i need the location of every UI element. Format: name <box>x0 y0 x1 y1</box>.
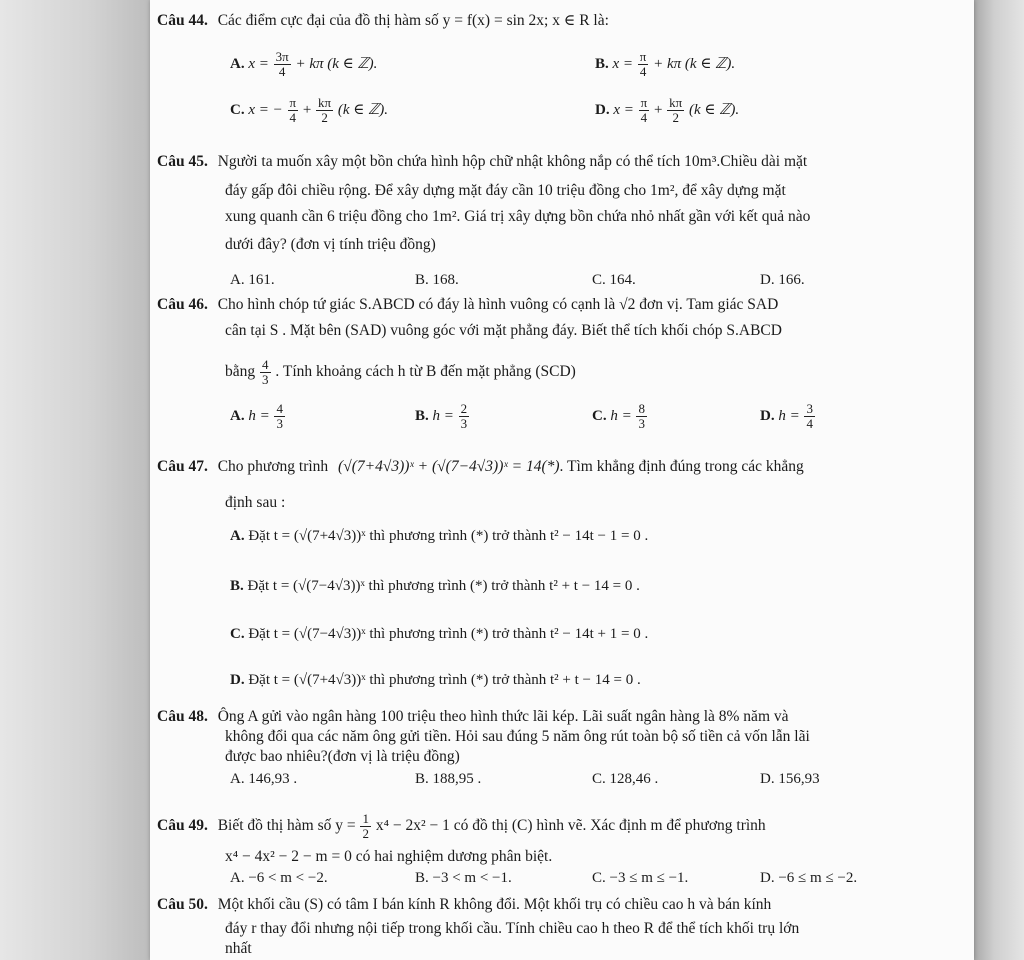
option-a: A. h = $\frac{4}{3}$ <box>230 401 283 431</box>
equation: (√(7+4√3))ˣ + (√(7−4√3))ˣ = 14(*) <box>338 458 560 475</box>
option-a: A. Đặt t = (√(7+4√3))ˣ thì phương trình (*) trở thành t² − 14t − 1 = 0 . <box>230 528 649 544</box>
question-text-line: được bao nhiêu?(đơn vị là triệu đồng) <box>225 748 460 765</box>
question-text-line: nhất <box>225 940 252 957</box>
question-text-line: x⁴ − 4x² − 2 − m = 0 có hai nghiệm dương phân biệt. <box>225 848 553 865</box>
fraction: $\frac{3\pi}{4}$ <box>275 49 289 79</box>
option-a: A. 146,93 . <box>230 771 298 787</box>
fraction: $\frac{8}{3}$ <box>638 401 645 431</box>
option-b: B. −3 < m < −1. <box>415 870 512 886</box>
option-d: D. 166. <box>760 272 805 288</box>
question-label: Câu 47. <box>157 458 208 475</box>
option-a: A. −6 < m < −2. <box>230 870 328 886</box>
question-text-line: không đổi qua các năm ông gửi tiền. Hỏi sau đúng 5 năm ông rút toàn bộ số tiền cả vốn lẫn lãi <box>225 728 810 745</box>
question-46: Câu 46. Cho hình chóp tứ giác S.ABCD có đáy là hình vuông có cạnh là √2 đơn vị. Tam giác SAD <box>157 296 779 313</box>
option-c: C. h = $\frac{8}{3}$ <box>592 401 645 431</box>
question-49: Câu 49. Biết đồ thị hàm số y = $\frac{1}{2}$ x⁴ − 2x² − 1 có đồ thị (C) hình vẽ. Xác định m để phương trình <box>157 811 766 841</box>
option-d: D. Đặt t = (√(7+4√3))ˣ thì phương trình (*) trở thành t² + t − 14 = 0 . <box>230 672 641 688</box>
question-text-line: định sau : <box>225 494 286 511</box>
question-label: Câu 48. <box>157 708 208 725</box>
fraction: $\frac{\pi}{4}$ <box>640 95 648 125</box>
option-b: B. x = $\frac{\pi}{4}$ + kπ (k ∈ ℤ). <box>595 49 736 79</box>
question-label: Câu 45. <box>157 153 208 170</box>
option-b: B. 168. <box>415 272 459 288</box>
fraction: $\frac{2}{3}$ <box>460 401 468 431</box>
option-a: A. 161. <box>230 272 275 288</box>
question-stem: Các điểm cực đại của đồ thị hàm số y = f(x) = sin 2x; x ∈ R là: <box>217 12 609 29</box>
fraction: $\frac{\pi}{4}$ <box>639 49 647 79</box>
option-c: C. x = − $\frac{\pi}{4}$ + $\frac{k\pi}{2}$ (k ∈ ℤ). <box>230 95 389 125</box>
question-44 <box>157 12 609 30</box>
question-label: Câu 46. <box>157 296 208 313</box>
fraction: $\frac{k\pi}{2}$ <box>318 95 332 125</box>
question-text-line: cân tại S . Mặt bên (SAD) vuông góc với mặt phẳng đáy. Biết thể tích khối chóp S.ABCD <box>225 322 782 339</box>
fraction: $\frac{\pi}{4}$ <box>289 95 297 125</box>
option-d: D. h = $\frac{3}{4}$ <box>760 401 813 431</box>
fraction: $\frac{4}{3}$ <box>276 401 283 431</box>
question-label: Câu 49. <box>157 817 208 835</box>
question-label: Câu 44. <box>157 12 208 29</box>
option-b: B. Đặt t = (√(7−4√3))ˣ thì phương trình (*) trở thành t² + t − 14 = 0 . <box>230 578 640 594</box>
question-45: Câu 45. Người ta muốn xây một bồn chứa hình hộp chữ nhật không nắp có thể tích 10m³.Chiều dài mặt <box>157 153 808 170</box>
option-c: C. Đặt t = (√(7−4√3))ˣ thì phương trình (*) trở thành t² − 14t + 1 = 0 . <box>230 626 649 642</box>
option-b: B. 188,95 . <box>415 771 482 787</box>
fraction: $\frac{4}{3}$ <box>262 357 269 387</box>
question-label: Câu 50. <box>157 896 208 913</box>
option-d: D. −6 ≤ m ≤ −2. <box>760 870 858 886</box>
photo-background-right <box>974 0 1024 960</box>
question-text-line: đáy gấp đôi chiều rộng. Để xây dựng mặt đáy cần 10 triệu đồng cho 1m², để xây dựng mặt <box>225 182 786 199</box>
question-text-line: bằng $\frac{4}{3}$ . Tính khoảng cách h từ B đến mặt phẳng (SCD) <box>225 357 576 387</box>
option-c: C. −3 ≤ m ≤ −1. <box>592 870 689 886</box>
option-c: C. 128,46 . <box>592 771 659 787</box>
question-48: Câu 48. Ông A gửi vào ngân hàng 100 triệu theo hình thức lãi kép. Lãi suất ngân hàng là 8% năm và <box>157 708 789 725</box>
exam-page <box>150 0 974 960</box>
photo-background-left <box>0 0 150 960</box>
fraction: $\frac{1}{2}$ <box>362 811 369 841</box>
option-b: B. h = $\frac{2}{3}$ <box>415 401 468 431</box>
question-50: Câu 50. Một khối cầu (S) có tâm I bán kính R không đổi. Một khối trụ có chiều cao h và bán kính <box>157 896 772 913</box>
question-text-line: dưới đây? (đơn vị tính triệu đồng) <box>225 236 436 253</box>
option-a: A. x = $\frac{3\pi}{4}$ + kπ (k ∈ ℤ). <box>230 49 378 79</box>
option-d: D. x = $\frac{\pi}{4}$ + $\frac{k\pi}{2}$ (k ∈ ℤ). <box>595 95 740 125</box>
question-text-line: đáy r thay đổi nhưng nội tiếp trong khối cầu. Tính chiều cao h theo R để thể tích khối trụ lớn <box>225 920 800 937</box>
option-d: D. 156,93 <box>760 771 820 787</box>
fraction: $\frac{3}{4}$ <box>806 401 813 431</box>
fraction: $\frac{k\pi}{2}$ <box>669 95 683 125</box>
question-text-line: xung quanh cần 6 triệu đồng cho 1m². Giá trị xây dựng bồn chứa nhỏ nhất gần với kết quả nào <box>225 208 811 225</box>
option-c: C. 164. <box>592 272 636 288</box>
question-47: Câu 47. Cho phương trình (√(7+4√3))ˣ + (√(7−4√3))ˣ = 14(*). Tìm khẳng định đúng trong các khẳng <box>157 458 804 475</box>
